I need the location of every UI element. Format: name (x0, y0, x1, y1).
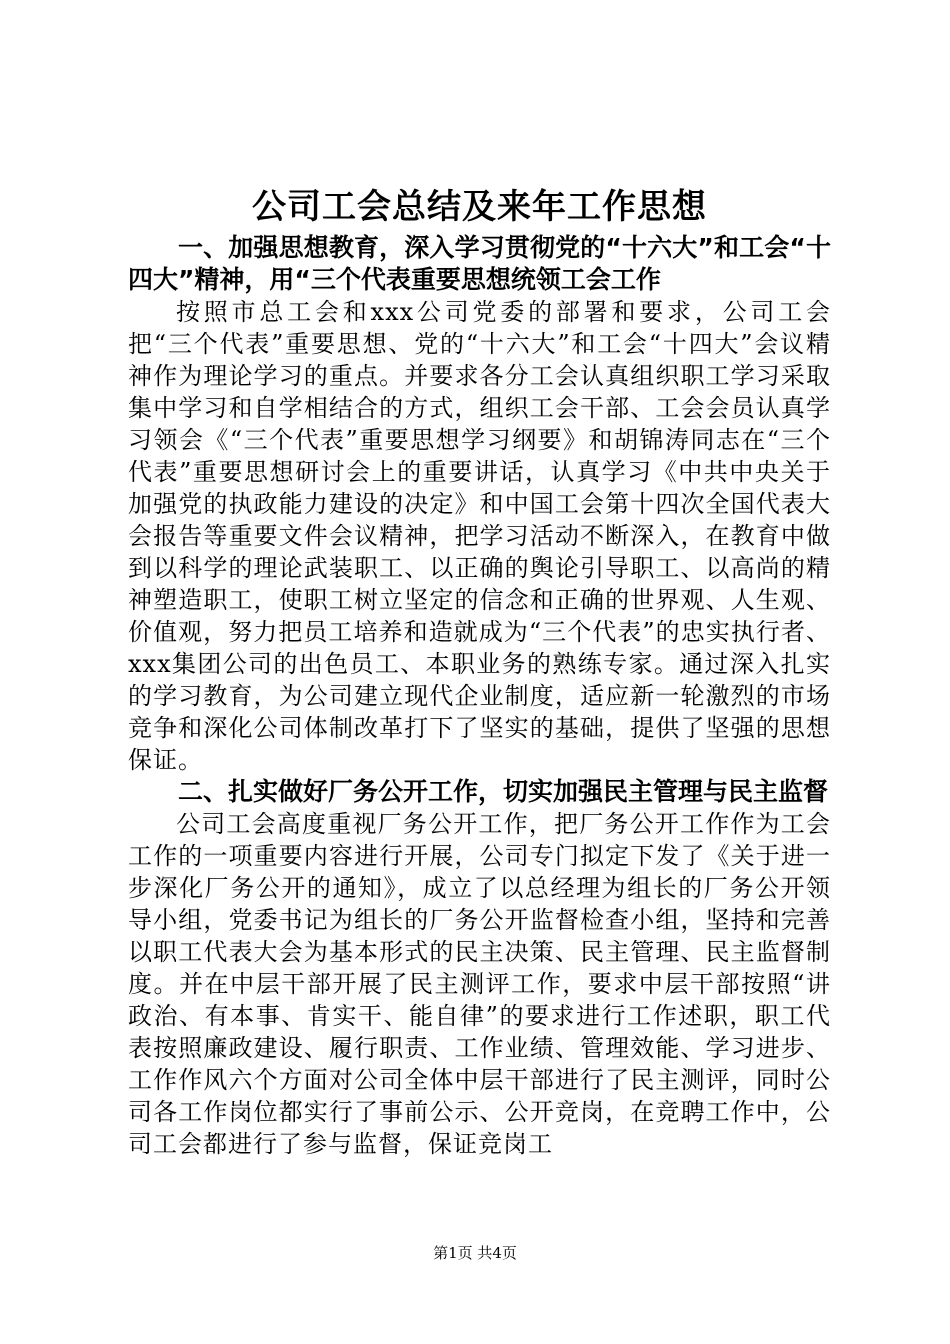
section-body-1: 按照市总工会和xxx公司党委的部署和要求，公司工会把“三个代表”重要思想、党的“十六大”和工会“十四大”会议精神作为理论学习的重点。并要求各分工会认真组织职工学习采取集中学习和自学相结合的方式，组织工会干部、工会会员认真学习领会《“三个代表”重要思想学习纲要》和胡锦涛同志在“三个代表”重要思想研讨会上的重要讲话，认真学习《中共中央关于加强党的执政能力建设的决定》和中国工会第十四次全国代表大会报告等重要文件会议精神，把学习活动不断深入，在教育中做到以科学的理论武装职工、以正确的舆论引导职工、以高尚的精神塑造职工，使职工树立坚定的信念和正确的世界观、人生观、价值观，努力把员工培养和造就成为“三个代表”的忠实执行者、xxx集团公司的出色员工、本职业务的熟练专家。通过深入扎实的学习教育，为公司建立现代企业制度，适应新一轮激烈的市场竞争和深化公司体制改革打下了坚实的基础，提供了坚强的思想保证。 (128, 298, 831, 774)
section-body-2: 公司工会高度重视厂务公开工作，把厂务公开工作作为工会工作的一项重要内容进行开展，公司专门拟定下发了《关于进一步深化厂务公开的通知》，成立了以总经理为组长的厂务公开领导小组，党委书记为组长的厂务公开监督检查小组，坚持和完善以职工代表大会为基本形式的民主决策、民主管理、民主监督制度。并在中层干部开展了民主测评工作，要求中层干部按照“讲政治、有本事、肯实干、能自律”的要求进行工作述职，职工代表按照廉政建设、履行职责、工作业绩、管理效能、学习进步、工作作风六个方面对公司全体中层干部进行了民主测评，同时公司各工作岗位都实行了事前公示、公开竞岗，在竞聘工作中，公司工会都进行了参与监督，保证竞岗工 (128, 810, 831, 1158)
document-body (128, 182, 831, 1160)
section-heading-2: 二、扎实做好厂务公开工作，切实加强民主管理与民主监督 (178, 777, 829, 806)
document-title: 公司工会总结及来年工作思想 (252, 187, 707, 227)
section-heading-1: 一、加强思想教育，深入学习贯彻党的“十六大”和工会“十四大”精神，用“三个代表重要思想统领工会工作 (128, 233, 831, 294)
page-footer: 第1页 共4页 (433, 1244, 517, 1262)
